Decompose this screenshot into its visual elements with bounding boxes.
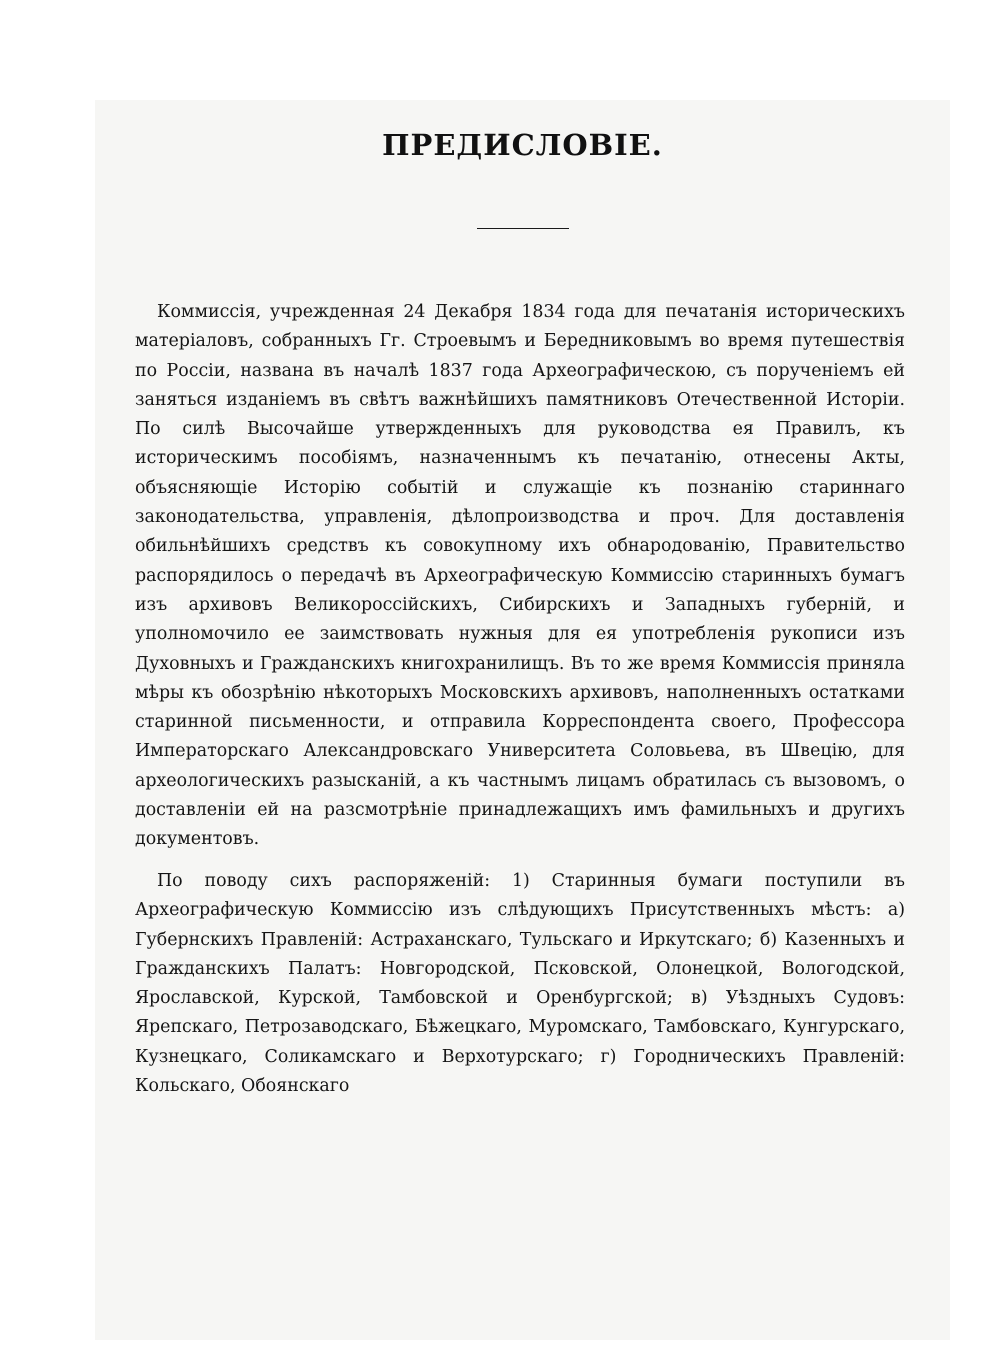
paragraph-1 — [135, 298, 905, 855]
book-page — [95, 100, 950, 1340]
paragraph-2-text: По поводу сихъ распоряженій: 1) Старинныя бумаги поступили въ Археографическую Коммиссію изъ слѣдующихъ Присутственныхъ мѣстъ: а) Губернскихъ Правленій: Астраханскаго, Тульскаго и Иркутскаго; б) Казенныхъ и Гражданскихъ Палатъ: Новгородской, Псковской, Олонецкой, Вологодской, Ярославской, Курской, Тамбовской и Оренбургской; в) Уѣздныхъ Судовъ: Ярепскаго, Петрозаводскаго, Бѣжецкаго, Муромскаго, Тамбовскаго, Кунгурскаго, Кузнецкаго, Соликамскаго и Верхотурскаго; г) Городническихъ Правленій: Кольскаго, Обоянскаго — [135, 871, 905, 1097]
page-title: ПРЕДИСЛОВІЕ. — [382, 128, 663, 162]
title-divider — [477, 228, 569, 229]
paragraph-2 — [135, 867, 905, 1101]
paragraph-1-text: Коммиссія, учрежденная 24 Декабря 1834 года для печатанія историческихъ матеріаловъ, собранныхъ Гг. Строевымъ и Бередниковымъ во время путешествія по Россіи, названа въ началѣ 1837 года Археографическою, съ порученіемъ ей заняться изданіемъ въ свѣтъ важнѣйшихъ памятниковъ Отечественной Исторіи. По силѣ Высочайше утвержденныхъ для руководства ея Правилъ, къ историческимъ пособіямъ, назначеннымъ къ печатанію, отнесены Акты, объясняющіе Исторію событій и служащіе къ познанію стариннаго законодательства, управленія, дѣлопроизводства и проч. Для доставленія обильнѣйшихъ средствъ къ совокупному ихъ обнародованію, Правительство распорядилось о передачѣ въ Археографическую Коммиссію старинныхъ бумагъ изъ архивовъ Великороссійскихъ, Сибирскихъ и Западныхъ губерній, и уполномочило ее заимствовать нужныя для ея употребленія рукописи изъ Духовныхъ и Гражданскихъ книгохранилищъ. Въ то же время Коммиссія приняла мѣры къ обозрѣнію нѣкоторыхъ Московскихъ архивовъ, наполненныхъ остатками старинной письменности, и отправила Корреспондента своего, Профессора Императорскаго Александровскаго Университета Соловьева, въ Швецію, для археологическихъ разысканій, а къ частнымъ лицамъ обратилась съ вызовомъ, о доставленіи ей на разсмотрѣніе принадлежащихъ имъ фамильныхъ и другихъ документовъ. — [135, 302, 905, 850]
